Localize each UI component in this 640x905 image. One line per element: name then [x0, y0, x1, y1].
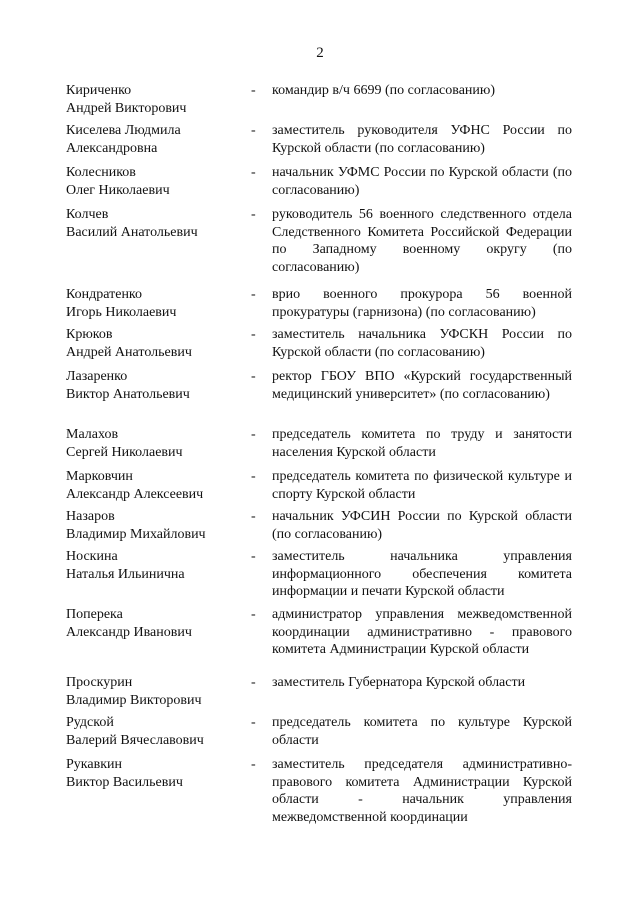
member-surname: Рудской	[66, 715, 114, 730]
member-name	[66, 326, 246, 361]
separator-dash: -	[251, 549, 256, 564]
separator-dash: -	[251, 165, 256, 180]
member-name	[66, 286, 246, 321]
member-role: заместитель руководителя УФНС России по Курской области (по согласованию)	[272, 123, 572, 156]
separator-dash: -	[251, 83, 256, 98]
separator-dash: -	[251, 509, 256, 524]
member-given-names: Василий Анатольевич	[66, 224, 198, 240]
separator-dash: -	[251, 757, 256, 772]
member-name	[66, 164, 246, 199]
member-given-names: Владимир Михайлович	[66, 526, 206, 542]
member-role: ректор ГБОУ ВПО «Курский государственный медицинский университет» (по согласованию)	[272, 369, 572, 402]
member-given-names: Олег Николаевич	[66, 182, 170, 198]
separator-dash: -	[251, 287, 256, 302]
separator-dash: -	[251, 327, 256, 342]
member-name	[66, 674, 246, 709]
member-surname: Назаров	[66, 509, 115, 524]
member-surname: Малахов	[66, 427, 119, 442]
member-name	[66, 122, 246, 157]
separator-dash: -	[251, 123, 256, 138]
member-role: заместитель начальника управления информационного обеспечения комитета информации и печати Курской области	[272, 549, 572, 600]
member-name	[66, 606, 246, 641]
member-given-names: Наталья Ильинична	[66, 566, 185, 582]
member-name	[66, 368, 246, 403]
member-given-names: Валерий Вячеславович	[66, 732, 204, 748]
member-surname: Колчев	[66, 207, 109, 222]
member-role: начальник УФСИН России по Курской области (по согласованию)	[272, 509, 572, 542]
member-name	[66, 426, 246, 461]
member-given-names: Виктор Васильевич	[66, 774, 183, 790]
member-surname: Рукавкин	[66, 757, 122, 772]
separator-dash: -	[251, 369, 256, 384]
member-surname: Колесников	[66, 165, 136, 180]
separator-dash: -	[251, 207, 256, 222]
member-name	[66, 548, 246, 583]
member-role: заместитель начальника УФСКН России по Курской области (по согласованию)	[272, 327, 572, 360]
member-role: заместитель председателя административно-правового комитета Администрации Курской области - начальник управления межведомственной координации	[272, 757, 572, 825]
member-given-names: Андрей Анатольевич	[66, 344, 192, 360]
member-given-names: Андрей Викторович	[66, 100, 187, 116]
member-given-names: Сергей Николаевич	[66, 444, 183, 460]
member-surname: Киселева Людмила	[66, 123, 181, 138]
member-surname: Поперека	[66, 607, 123, 622]
member-given-names: Виктор Анатольевич	[66, 386, 190, 402]
member-given-names: Александр Алексеевич	[66, 486, 204, 502]
member-surname: Марковчин	[66, 469, 133, 484]
member-role: начальник УФМС России по Курской области (по согласованию)	[272, 165, 572, 198]
member-role: администратор управления межведомственной координации административно - правового комитета Администрации Курской области	[272, 607, 572, 658]
member-given-names: Александровна	[66, 140, 158, 156]
member-surname: Лазаренко	[66, 369, 128, 384]
member-name	[66, 82, 246, 117]
page-number: 2	[316, 45, 324, 61]
member-name	[66, 468, 246, 503]
member-role: командир в/ч 6699 (по согласованию)	[272, 83, 496, 98]
member-name	[66, 508, 246, 543]
member-name	[66, 206, 246, 241]
member-given-names: Владимир Викторович	[66, 692, 202, 708]
separator-dash: -	[251, 715, 256, 730]
member-name	[66, 714, 246, 749]
member-role: председатель комитета по физической культуре и спорту Курской области	[272, 469, 572, 502]
member-surname: Кондратенко	[66, 287, 143, 302]
member-role: председатель комитета по культуре Курской области	[272, 715, 572, 748]
member-surname: Проскурин	[66, 675, 133, 690]
member-role: руководитель 56 военного следственного отдела Следственного Комитета Российской Федерации по Западному военному округу (по согласованию)	[272, 207, 572, 275]
member-given-names: Игорь Николаевич	[66, 304, 177, 320]
separator-dash: -	[251, 427, 256, 442]
member-given-names: Александр Иванович	[66, 624, 192, 640]
member-surname: Крюков	[66, 327, 113, 342]
separator-dash: -	[251, 675, 256, 690]
separator-dash: -	[251, 607, 256, 622]
member-surname: Кириченко	[66, 83, 132, 98]
separator-dash: -	[251, 469, 256, 484]
member-role: заместитель Губернатора Курской области	[272, 675, 526, 690]
member-name	[66, 756, 246, 791]
member-role: врио военного прокурора 56 военной прокуратуры (гарнизона) (по согласованию)	[272, 287, 572, 320]
member-surname: Носкина	[66, 549, 118, 564]
member-role: председатель комитета по труду и занятости населения Курской области	[272, 427, 572, 460]
